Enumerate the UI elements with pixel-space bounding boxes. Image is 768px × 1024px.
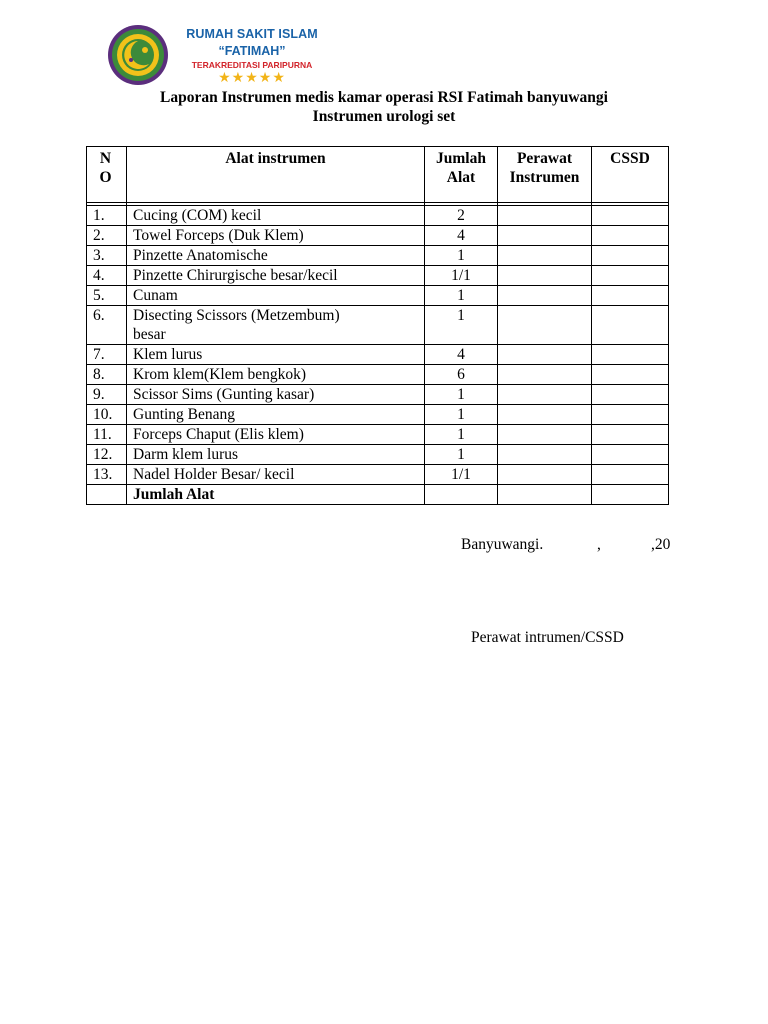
table-row <box>87 306 669 345</box>
row-quantity: 4 <box>425 345 498 365</box>
header-qty: Jumlah Alat <box>425 147 498 203</box>
row-nurse-check[interactable] <box>498 405 592 425</box>
table-row <box>87 286 669 306</box>
row-number: 3. <box>87 246 127 266</box>
row-nurse-check[interactable] <box>498 226 592 246</box>
row-instrument-name: Klem lurus <box>133 346 203 363</box>
row-cssd-check[interactable] <box>592 465 669 485</box>
row-quantity: 4 <box>425 226 498 246</box>
row-cssd-check[interactable] <box>592 425 669 445</box>
row-instrument-name: Pinzette Chirurgische besar/kecil <box>133 267 338 284</box>
row-number: 13. <box>87 465 127 485</box>
signature-role: Perawat intrumen/CSSD <box>471 629 624 646</box>
logo-stars-icon: ★★★★★ <box>218 69 286 85</box>
row-instrument-name: Towel Forceps (Duk Klem) <box>133 227 304 244</box>
row-cssd-check[interactable] <box>592 306 669 345</box>
row-instrument-name: Pinzette Anatomische <box>133 247 268 264</box>
row-cssd-check[interactable] <box>592 345 669 365</box>
report-subtitle: Instrumen urologi set <box>312 108 456 125</box>
table-row <box>87 425 669 445</box>
row-nurse-check[interactable] <box>498 425 592 445</box>
row-cssd-check[interactable] <box>592 286 669 306</box>
row-number: 8. <box>87 365 127 385</box>
row-quantity: 1 <box>425 246 498 266</box>
hospital-logo <box>107 24 327 88</box>
row-number: 2. <box>87 226 127 246</box>
table-row <box>87 365 669 385</box>
row-quantity: 1 <box>425 445 498 465</box>
row-quantity: 1/1 <box>425 266 498 286</box>
total-quantity-cell[interactable] <box>425 485 498 505</box>
row-number: 4. <box>87 266 127 286</box>
row-instrument-name: Cucing (COM) kecil <box>133 207 262 224</box>
table-row <box>87 405 669 425</box>
row-cssd-check[interactable] <box>592 405 669 425</box>
row-cssd-check[interactable] <box>592 266 669 286</box>
row-cssd-check[interactable] <box>592 226 669 246</box>
table-row <box>87 246 669 266</box>
row-nurse-check[interactable] <box>498 266 592 286</box>
table-total-row <box>87 485 669 505</box>
row-nurse-check[interactable] <box>498 206 592 226</box>
row-instrument-name: Nadel Holder Besar/ kecil <box>133 466 295 483</box>
row-nurse-check[interactable] <box>498 306 592 345</box>
row-nurse-check[interactable] <box>498 246 592 266</box>
row-instrument <box>127 385 425 405</box>
row-instrument <box>127 465 425 485</box>
row-instrument <box>127 206 425 226</box>
row-number: 1. <box>87 206 127 226</box>
table-body <box>87 203 669 505</box>
row-quantity: 1 <box>425 306 498 345</box>
row-cssd-check[interactable] <box>592 445 669 465</box>
row-instrument-name: Forceps Chaput (Elis klem) <box>133 426 304 443</box>
row-nurse-check[interactable] <box>498 465 592 485</box>
row-quantity: 1 <box>425 286 498 306</box>
row-instrument <box>127 365 425 385</box>
rsi-emblem-icon <box>107 24 169 86</box>
table-row <box>87 465 669 485</box>
header-item: Alat instrumen <box>127 147 425 203</box>
row-instrument-name: Krom klem(Klem bengkok) <box>133 366 307 383</box>
row-instrument <box>127 266 425 286</box>
row-instrument-name: Gunting Benang <box>133 406 236 423</box>
signature-city: Banyuwangi. <box>461 536 544 553</box>
header-nurse: Perawat Instrumen <box>498 147 592 203</box>
report-title: Laporan Instrumen medis kamar operasi RSI Fatimah banyuwangi <box>160 89 608 106</box>
row-quantity: 1 <box>425 425 498 445</box>
row-instrument-name: Scissor Sims (Gunting kasar) <box>133 386 315 403</box>
table-row <box>87 345 669 365</box>
row-quantity: 6 <box>425 365 498 385</box>
row-number: 11. <box>87 425 127 445</box>
row-number: 10. <box>87 405 127 425</box>
row-instrument-name-cont: besar <box>133 326 166 343</box>
row-instrument <box>127 246 425 266</box>
header-cssd: CSSD <box>592 147 669 203</box>
total-number-cell <box>87 485 127 505</box>
row-instrument-name: Cunam <box>133 287 178 304</box>
row-number: 9. <box>87 385 127 405</box>
row-instrument <box>127 226 425 246</box>
total-cssd-cell[interactable] <box>592 485 669 505</box>
row-quantity: 1/1 <box>425 465 498 485</box>
row-number: 12. <box>87 445 127 465</box>
signature-date-comma: , <box>597 536 601 553</box>
table-row <box>87 206 669 226</box>
row-instrument <box>127 286 425 306</box>
total-nurse-cell[interactable] <box>498 485 592 505</box>
table-header-row <box>87 147 669 203</box>
row-instrument-name: Darm klem lurus <box>133 446 239 463</box>
row-quantity: 2 <box>425 206 498 226</box>
row-instrument <box>127 425 425 445</box>
row-number: 5. <box>87 286 127 306</box>
row-cssd-check[interactable] <box>592 206 669 226</box>
row-number: 7. <box>87 345 127 365</box>
row-instrument <box>127 445 425 465</box>
logo-accreditation: TERAKREDITASI PARIPURNA <box>191 60 313 70</box>
table-row <box>87 226 669 246</box>
row-instrument-name: Disecting Scissors (Metzembum) <box>133 307 340 324</box>
row-number: 6. <box>87 306 127 345</box>
logo-hospital-name: RUMAH SAKIT ISLAM <box>186 27 318 41</box>
row-nurse-check[interactable] <box>498 286 592 306</box>
table-row <box>87 385 669 405</box>
table-row <box>87 266 669 286</box>
row-cssd-check[interactable] <box>592 246 669 266</box>
row-nurse-check[interactable] <box>498 345 592 365</box>
row-nurse-check[interactable] <box>498 365 592 385</box>
row-nurse-check[interactable] <box>498 445 592 465</box>
row-quantity: 1 <box>425 405 498 425</box>
row-instrument <box>127 345 425 365</box>
instrument-table <box>86 146 669 505</box>
logo-text-block <box>177 24 327 84</box>
table-row <box>87 445 669 465</box>
logo-hospital-subname: “FATIMAH” <box>218 44 286 58</box>
header-no: N O <box>87 147 127 203</box>
row-quantity: 1 <box>425 385 498 405</box>
signature-year: ,20 <box>651 536 671 553</box>
row-cssd-check[interactable] <box>592 385 669 405</box>
row-cssd-check[interactable] <box>592 365 669 385</box>
row-instrument <box>127 306 425 345</box>
total-label: Jumlah Alat <box>127 485 425 505</box>
row-nurse-check[interactable] <box>498 385 592 405</box>
row-instrument <box>127 405 425 425</box>
